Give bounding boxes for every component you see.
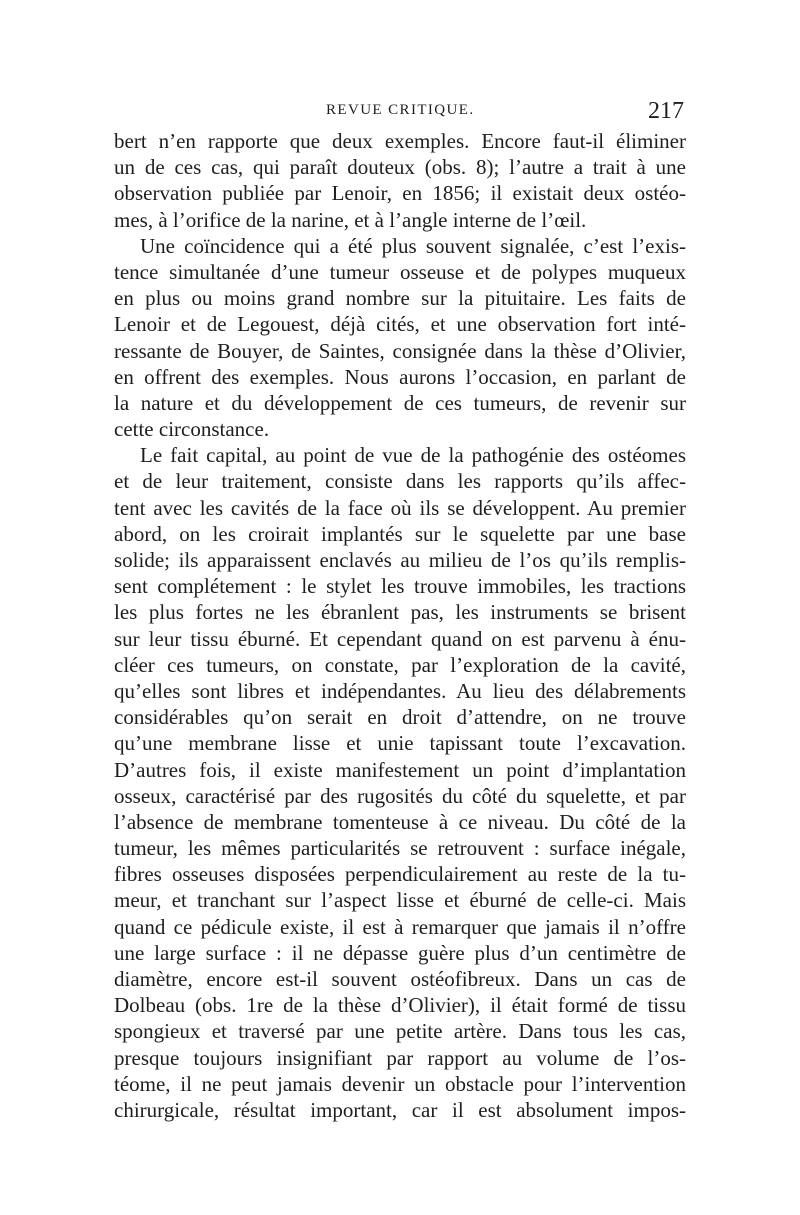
text-line: un de ces cas, qui paraît douteux (obs. 8); l’autre a trait à une: [114, 155, 686, 180]
text-line: qu’une membrane lisse et unie tapissant toute l’excavation.: [114, 731, 686, 756]
text-line: spongieux et traversé par une petite artère. Dans tous les cas,: [114, 1019, 686, 1044]
text-line: D’autres fois, il existe manifestement un point d’implantation: [114, 757, 686, 782]
text-line: abord, on les croirait implantés sur le squelette par une base: [114, 521, 686, 546]
text-line: Le fait capital, au point de vue de la pathogénie des ostéomes: [140, 443, 686, 468]
body-text: [114, 128, 686, 1123]
text-line: Dolbeau (obs. 1re de la thèse d’Olivier), il était formé de tissu: [114, 993, 686, 1018]
text-line: cette circonstance.: [114, 417, 270, 442]
text-line: Lenoir et de Legouest, déjà cités, et une observation fort inté-: [114, 312, 686, 337]
text-line: téome, il ne peut jamais devenir un obstacle pour l’intervention: [114, 1071, 686, 1096]
text-line: solide; ils apparaissent enclavés au milieu de l’os qu’ils remplis-: [114, 548, 686, 572]
text-line: sur leur tissu éburné. Et cependant quand on est parvenu à énu-: [114, 626, 686, 651]
running-head: [114, 98, 686, 128]
text-line: ressante de Bouyer, de Saintes, consignée dans la thèse d’Olivier,: [114, 338, 686, 363]
text-line: qu’elles sont libres et indépendantes. Au lieu des délabrements: [114, 678, 686, 703]
text-line: presque toujours insignifiant par rapport au volume de l’os-: [114, 1045, 686, 1070]
text-line: les plus fortes ne les ébranlent pas, les instruments se brisent: [114, 600, 686, 625]
text-line: chirurgicale, résultat important, car il est absolument impos-: [114, 1097, 686, 1122]
text-line: en plus ou moins grand nombre sur la pituitaire. Les faits de: [114, 286, 686, 311]
text-line: fibres osseuses disposées perpendiculairement au reste de la tu-: [114, 862, 686, 887]
text-line: la nature et du développement de ces tumeurs, de revenir sur: [114, 390, 686, 415]
page-number: 217: [648, 98, 684, 124]
text-line: et de leur traitement, consiste dans les rapports qu’ils affec-: [114, 469, 686, 494]
text-line: tence simultanée d’une tumeur osseuse et de polypes muqueux: [114, 259, 686, 284]
text-line: tumeur, les mêmes particularités se retrouvent : surface inégale,: [114, 836, 686, 861]
running-title: REVUE CRITIQUE.: [326, 102, 475, 118]
text-line: tent avec les cavités de la face où ils se développent. Au premier: [114, 495, 686, 520]
text-line: mes, à l’orifice de la narine, et à l’angle interne de l’œil.: [114, 207, 587, 232]
text-line: osseux, caractérisé par des rugosités du côté du squelette, et par: [114, 783, 686, 808]
text-line: diamètre, encore est-il souvent ostéofibreux. Dans un cas de: [114, 967, 686, 991]
text-line: observation publiée par Lenoir, en 1856; il existait deux ostéo-: [114, 181, 686, 206]
text-line: quand ce pédicule existe, il est à remarquer que jamais il n’offre: [114, 914, 686, 939]
text-line: cléer ces tumeurs, on constate, par l’exploration de la cavité,: [114, 652, 686, 677]
text-line: Une coïncidence qui a été plus souvent signalée, c’est l’exis-: [140, 233, 686, 258]
text-line: meur, et tranchant sur l’aspect lisse et éburné de celle-ci. Mais: [114, 888, 686, 913]
text-line: en offrent des exemples. Nous aurons l’occasion, en parlant de: [114, 364, 686, 389]
text-line: l’absence de membrane tomenteuse à ce niveau. Du côté de la: [114, 809, 686, 834]
text-line: considérables qu’on serait en droit d’attendre, on ne trouve: [114, 705, 686, 730]
text-line: sent complétement : le stylet les trouve immobiles, les tractions: [114, 574, 686, 599]
text-line: une large surface : il ne dépasse guère plus d’un centimètre de: [114, 940, 686, 965]
text-line: bert n’en rapporte que deux exemples. Encore faut-il éliminer: [114, 129, 686, 153]
